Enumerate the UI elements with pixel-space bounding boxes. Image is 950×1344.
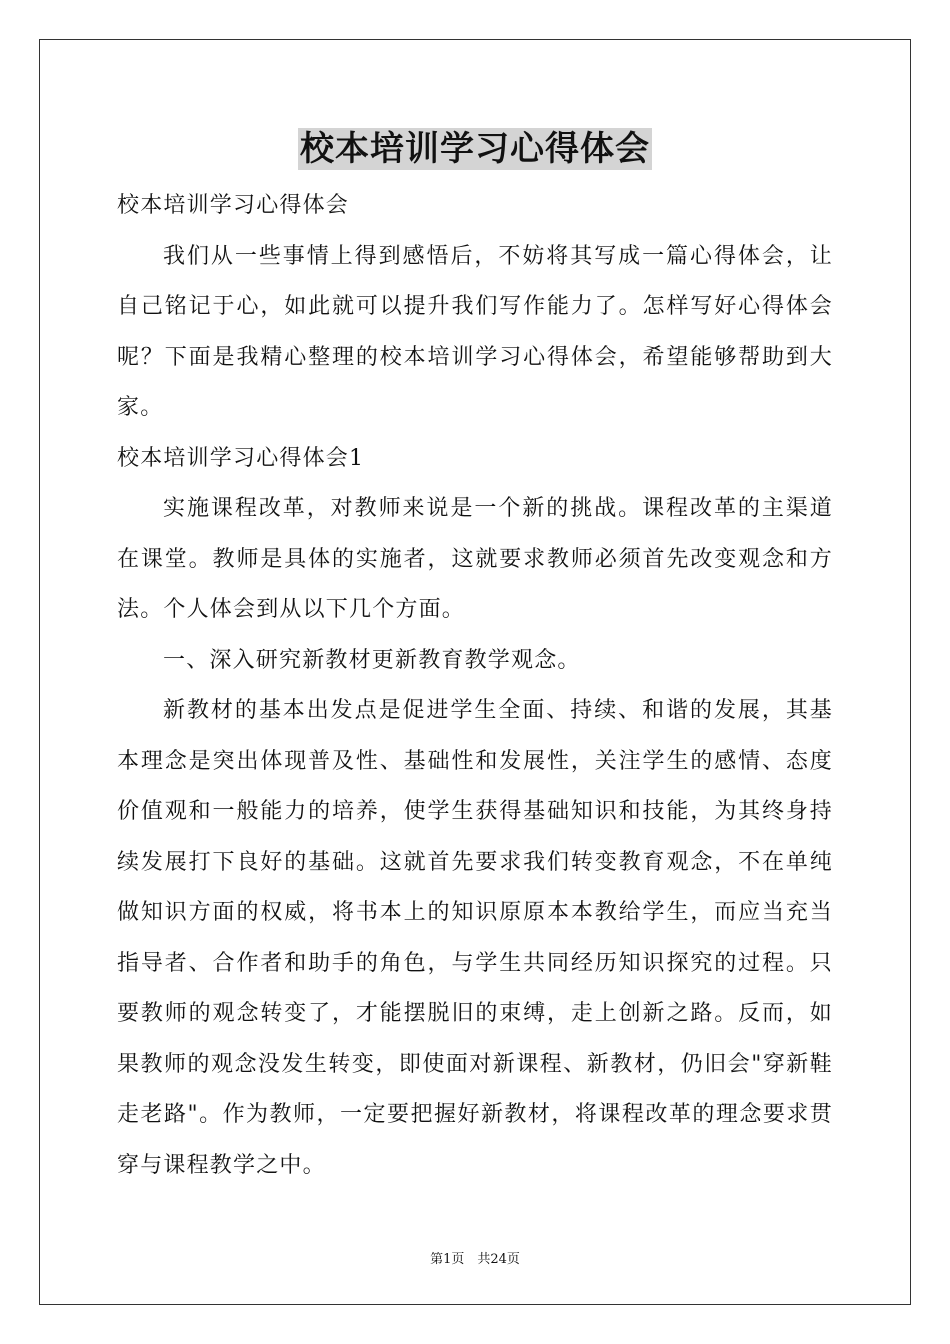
point-heading: 一、深入研究新教材更新教育教学观念。 [163,647,581,673]
body-paragraph: 实施课程改革，对教师来说是一个新的挑战。课程改革的主渠道在课堂。教师是具体的实施者，这就要求教师必须首先改变观念和方法。个人体会到从以下几个方面。 [117,496,833,622]
intro-paragraph: 我们从一些事情上得到感悟后，不妨将其写成一篇心得体会，让自己铭记于心，如此就可以提升我们写作能力了。怎样写好心得体会呢？下面是我精心整理的校本培训学习心得体会，希望能够帮助到大家。 [117,243,833,420]
section-heading: 校本培训学习心得体会1 [117,445,365,471]
subtitle-paragraph: 校本培训学习心得体会 [117,193,350,218]
document-body [117,181,833,1191]
page-number-footer: 第1页 共24页 [430,1252,520,1267]
document-title: 校本培训学习心得体会 [300,129,650,169]
title-container [0,128,950,170]
body-paragraph: 新教材的基本出发点是促进学生全面、持续、和谐的发展，其基本理念是突出体现普及性、基础性和发展性，关注学生的感情、态度价值观和一般能力的培养，使学生获得基础知识和技能，为其终身持续发展打下良好的基础。这就首先要求我们转变教育观念，不在单纯做知识方面的权威，将书本上的知识原原本本教给学生，而应当充当指导者、合作者和助手的角色，与学生共同经历知识探究的过程。只要教师的观念转变了，才能摆脱旧的束缚，走上创新之路。反而，如果教师的观念没发生转变，即使面对新课程、新教材，仍旧会"穿新鞋走老路"。作为教师，一定要把握好新教材，将课程改革的理念要求贯穿与课程教学之中。 [117,698,833,1178]
